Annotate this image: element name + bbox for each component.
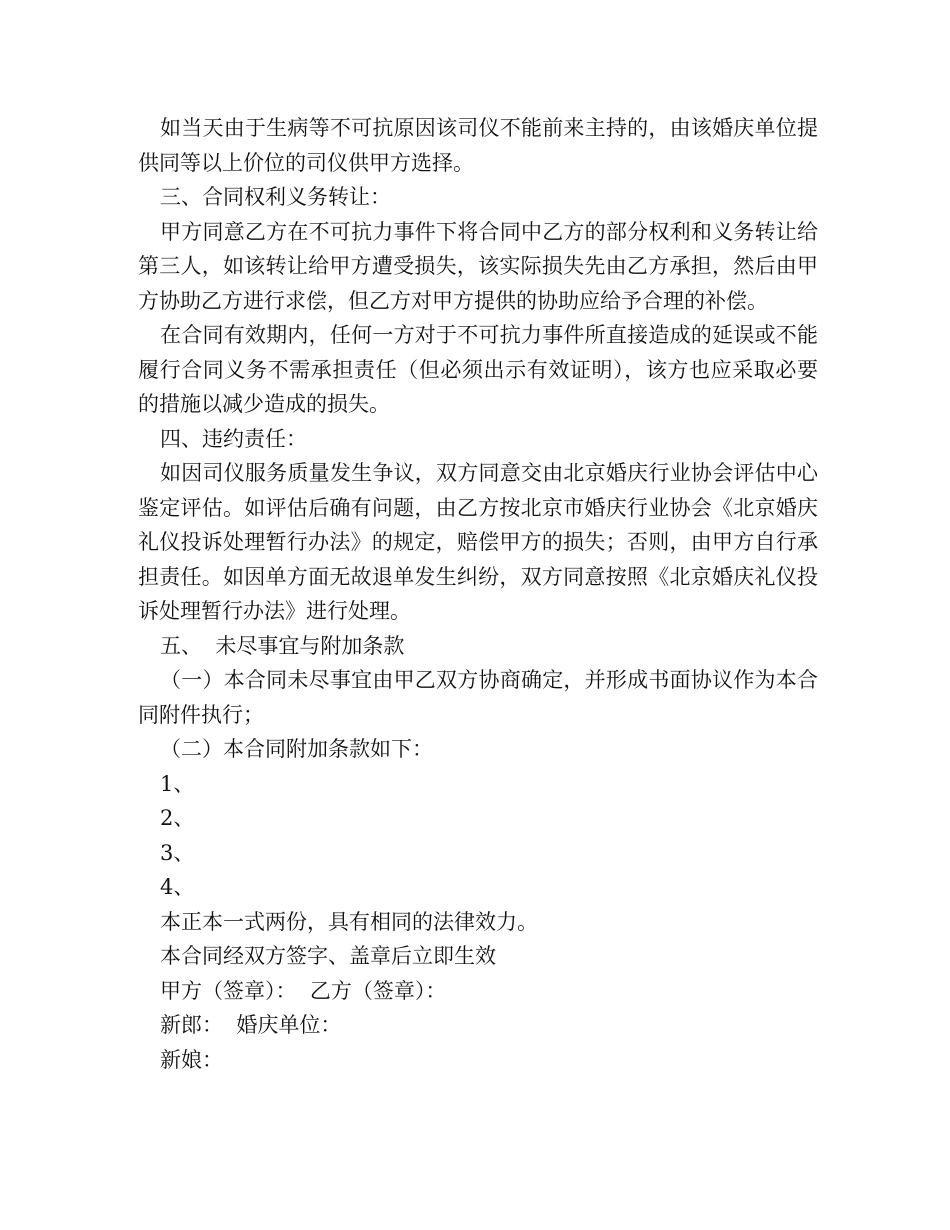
contract-body [138,111,818,1077]
paragraph-force-majeure: 在合同有效期内，任何一方对于不可抗力事件所直接造成的延误或不能履行合同义务不需承担责任（但必须出示有效证明），该方也应采取必要的措施以减少造成的损失。 [138,323,818,416]
paragraph-host-substitute: 如当天由于生病等不可抗原因该司仪不能前来主持的，由该婚庆单位提供同等以上价位的司仪供甲方选择。 [138,116,818,175]
signature-line-bride: 新娘： [160,1047,223,1072]
section-heading-additional-terms: 五、 未尽事宜与附加条款 [160,633,405,658]
paragraph-unresolved-matters: （一）本合同未尽事宜由甲乙双方协商确定，并形成书面协议作为本合同附件执行； [138,668,818,727]
signature-line-groom: 新郎： 婚庆单位： [160,1013,342,1037]
paragraph-transfer-rights: 甲方同意乙方在不可抗力事件下将合同中乙方的部分权利和义务转让给第三人，如该转让给甲方遭受损失，该实际损失先由乙方承担，然后由甲方协助乙方进行求偿，但乙方对甲方提供的协助应给予合理的补偿。 [138,219,818,313]
clause-item-4: 4、 [160,875,195,899]
signature-line-parties: 甲方（签章）： 乙方（签章）： [160,978,447,1003]
paragraph-dispute-resolution: 如因司仪服务质量发生争议，双方同意交由北京婚庆行业协会评估中心鉴定评估。如评估后确有问题，由乙方按北京市婚庆行业协会《北京婚庆礼仪投诉处理暂行办法》的规定，赔偿甲方的损失；否则，由甲方自行承担责任。如因单方面无故退单发生纠纷，双方同意按照《北京婚庆礼仪投诉处理暂行办法》进行处理。 [138,461,818,623]
copies-statement: 本正本一式两份，具有相同的法律效力。 [160,909,538,934]
effective-statement: 本合同经双方签字、盖章后立即生效 [160,944,496,968]
clause-item-3: 3、 [160,840,195,865]
clause-item-2: 2、 [160,806,195,830]
paragraph-additional-clauses: （二）本合同附加条款如下： [160,737,433,761]
section-heading-liability: 四、违约责任： [160,426,307,451]
clause-item-1: 1、 [160,771,195,796]
section-heading-transfer: 三、合同权利义务转让： [160,185,391,209]
